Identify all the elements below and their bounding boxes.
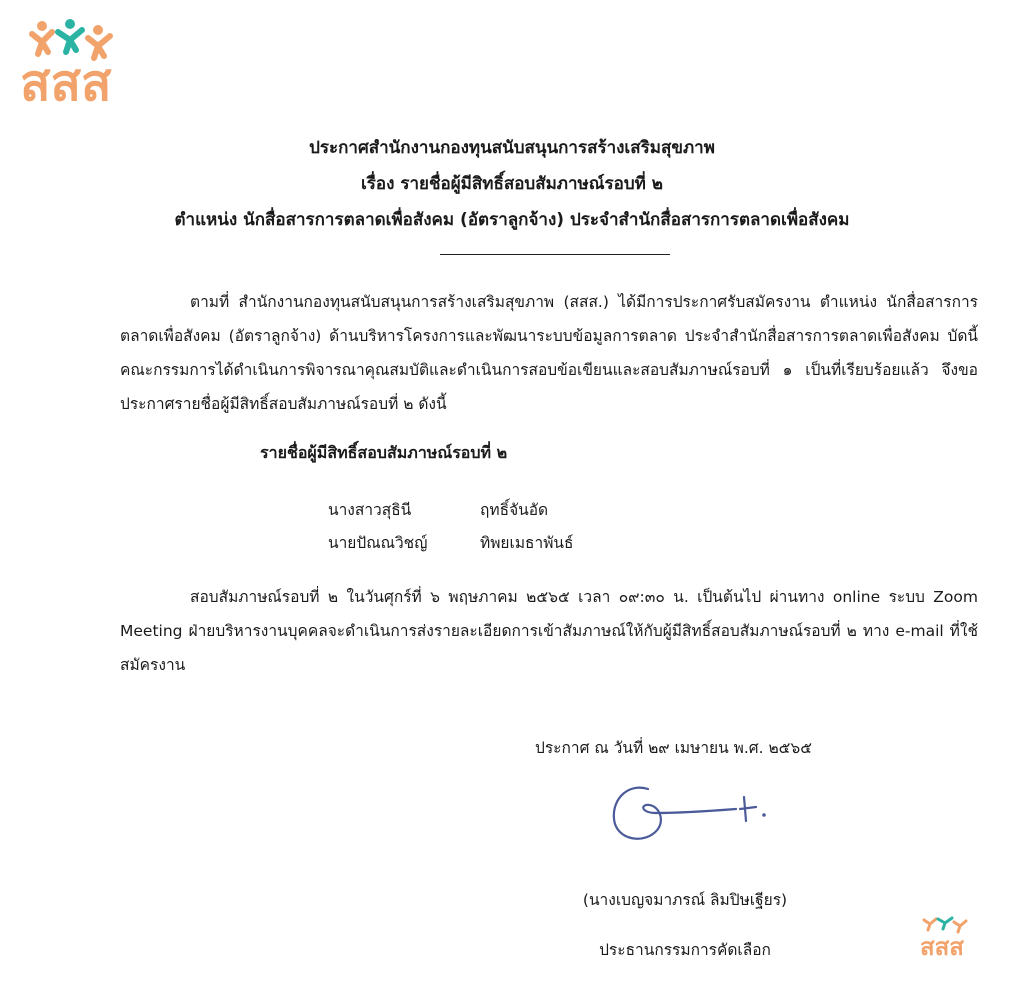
thaihealth-logo	[18, 12, 163, 107]
heading-organization: ประกาศสำนักงานกองทุนสนับสนุนการสร้างเสริมสุขภาพ	[309, 138, 715, 158]
thaihealth-logo-small	[918, 910, 988, 958]
star-figure-icon	[58, 19, 82, 52]
candidate-row	[328, 527, 573, 560]
document-heading	[0, 130, 1024, 238]
logo-wordmark: สสส	[920, 933, 964, 958]
candidate-list	[328, 494, 573, 560]
signature	[600, 775, 785, 850]
candidate-first-name: นางสาวสุธินี	[328, 501, 412, 519]
star-figure-icon	[32, 21, 52, 54]
candidate-last-name: ทิพยเมธาพันธ์	[480, 534, 574, 552]
intro-paragraph: ตามที่ สำนักงานกองทุนสนับสนุนการสร้างเสริมสุขภาพ (สสส.) ได้มีการประกาศรับสมัครงาน ตำแหน่ง นักสื่อสารการตลาดเพื่อสังคม (อัตราลูกจ้าง) ด้านบริหารโครงการและพัฒนาระบบข้อมูลการตลาด ประจำสำนักสื่อสารการตลาดเพื่อสังคม บัดนี้ คณะกรรมการได้ดำเนินการพิจารณาคุณสมบัติและดำเนินการสอบข้อเขียนและสอบสัมภาษณ์รอบที่ ๑ เป็นที่เรียบร้อยแล้ว จึงขอประกาศรายชื่อผู้มีสิทธิ์สอบสัมภาษณ์รอบที่ ๒ ดังนี้	[120, 293, 978, 413]
heading-subject: เรื่อง รายชื่อผู้มีสิทธิ์สอบสัมภาษณ์รอบที่ ๒	[360, 174, 664, 194]
candidate-last-name: ฤทธิ์จันอัด	[480, 501, 549, 519]
star-figure-icon	[954, 921, 966, 932]
interview-details-paragraph: สอบสัมภาษณ์รอบที่ ๒ ในวันศุกร์ที่ ๖ พฤษภาคม ๒๕๖๕ เวลา ๐๙:๓๐ น. เป็นต้นไป ผ่านทาง online ระบบ Zoom Meeting ฝ่ายบริหารงานบุคคลจะดำเนินการส่งรายละเอียดการเข้าสัมภาษณ์ให้กับผู้มีสิทธิ์สอบสัมภาษณ์รอบที่ ๒ ทาง e-mail ที่ใช้สมัครงาน	[120, 588, 978, 674]
heading-position: ตำแหน่ง นักสื่อสารการตลาดเพื่อสังคม (อัตราลูกจ้าง) ประจำสำนักสื่อสารการตลาดเพื่อสังคม	[174, 210, 850, 230]
star-figure-icon	[924, 919, 936, 930]
logo-wordmark: สสส	[20, 54, 112, 107]
heading-divider	[440, 254, 670, 255]
announcement-date: ประกาศ ณ วันที่ ๒๙ เมษายน พ.ศ. ๒๕๖๕	[535, 739, 812, 757]
signer-role: ประธานกรรมการคัดเลือก	[599, 941, 771, 959]
candidate-row	[328, 494, 573, 527]
candidate-list-heading: รายชื่อผู้มีสิทธิ์สอบสัมภาษณ์รอบที่ ๒	[260, 443, 508, 462]
signer-name: (นางเบญจมาภรณ์ ลิมปิษเฐียร)	[582, 891, 788, 909]
candidate-first-name: นายปัณณวิชญ์	[328, 534, 428, 552]
star-figure-icon	[938, 918, 952, 929]
